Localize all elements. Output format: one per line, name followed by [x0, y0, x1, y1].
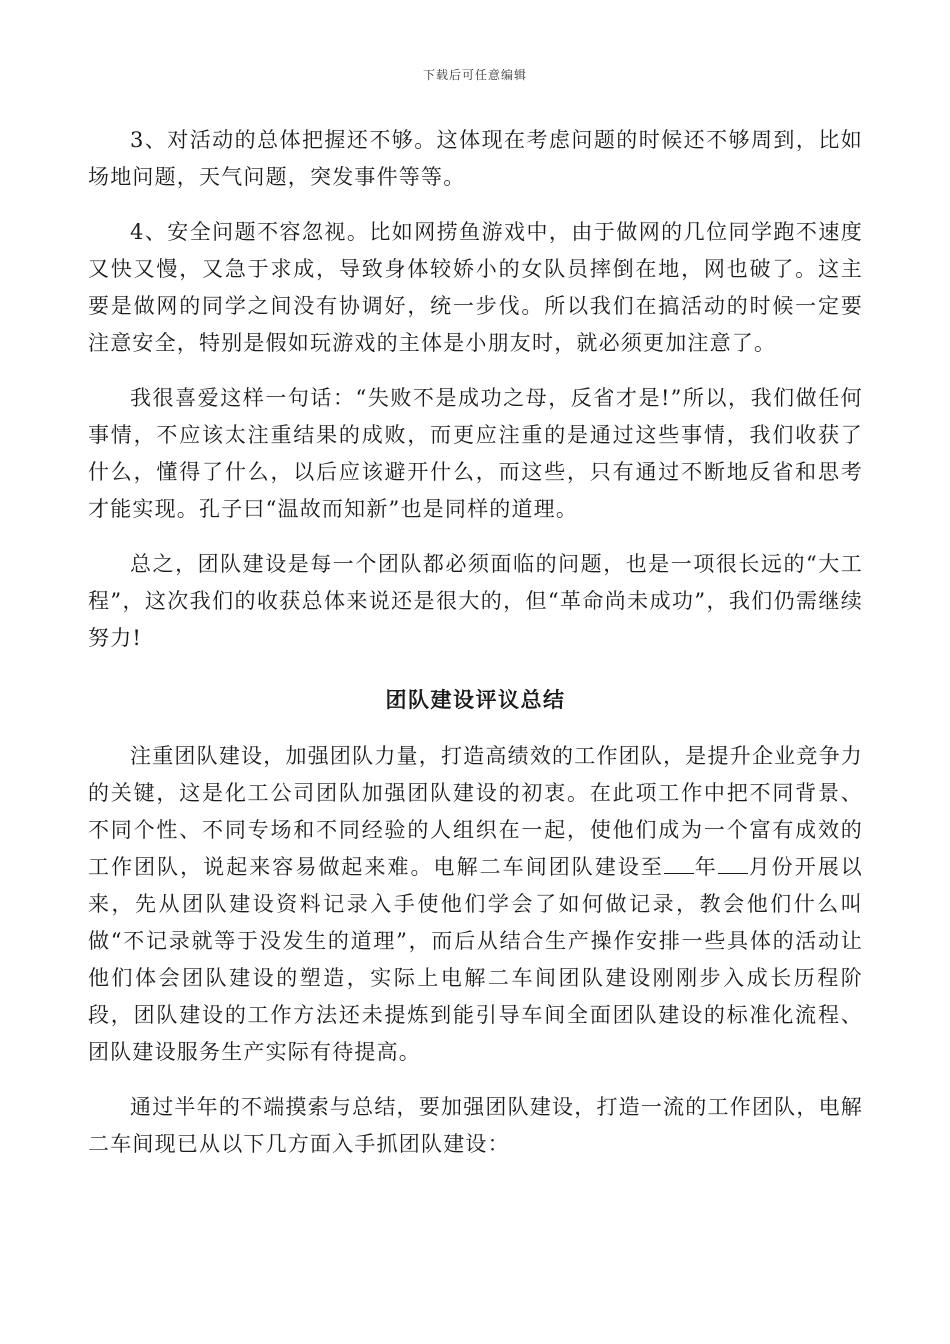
document-body: [88, 122, 863, 1163]
paragraph-half-year-summary: 通过半年的不端摸索与总结，要加强团队建设，打造一流的工作团队，电解二车间现已从以下几方面入手抓团队建设：: [88, 1095, 863, 1156]
paragraph-team-building-year-label: 年: [693, 855, 718, 879]
paragraph-team-building: [88, 738, 863, 1071]
header-note: 下载后可任意编辑: [422, 68, 527, 82]
paragraph-reflection: 我很喜爱这样一句话：“失败不是成功之母，反省才是!”所以，我们做任何事情，不应该太注重结果的成败，而更应注重的是通过这些事情，我们收获了什么，懂得了什么，以后应该避开什么，而这些，只有通过不断地反省和思考才能实现。孔子曰“温故而知新”也是同样的道理。: [88, 386, 863, 521]
paragraph-team-building-part3: 月份开展以来，先从团队建设资料记录入手使他们学会了如何做记录，教会他们什么叫做“不记录就等于没发生的道理”，而后从结合生产操作安排一些具体的活动让他们体会团队建设的塑造，实际上电解二车间团队建设刚刚步入成长历程阶段，团队建设的工作方法还未提炼到能引导车间全面团队建设的标准化流程、团队建设服务生产实际有待提高。: [88, 855, 863, 1064]
paragraph-item-4: 4、安全问题不容忽视。比如网捞鱼游戏中，由于做网的几位同学跑不速度又快又慢，又急于求成，导致身体较娇小的女队员摔倒在地，网也破了。这主要是做网的同学之间没有协调好，统一步伐。所以我们在搞活动的时候一定要注意安全，特别是假如玩游戏的主体是小朋友时，就必须更加注意了。: [88, 220, 863, 355]
paragraph-item-3: 3、对活动的总体把握还不够。这体现在考虑问题的时候还不够周到，比如场地问题，天气问题，突发事件等等。: [88, 128, 863, 189]
section-title: 团队建设评议总结: [385, 687, 566, 712]
paragraph-team-building-part1: 注重团队建设，加强团队力量，打造高绩效的工作团队，是提升企业竞争力的关键，这是化工公司团队加强团队建设的初衷。在此项工作中把不同背景、不同个性、不同专场和不同经验的人组织在一起，使他们成为一个富有成效的工作团队，说起来容易做起来难。电解二车间团队建设至: [88, 744, 863, 879]
paragraph-conclusion: 总之，团队建设是每一个团队都必须面临的问题，也是一项很长远的“大工程”，这次我们的收获总体来说还是很大的，但“革命尚未成功”，我们仍需继续努力!: [88, 552, 863, 650]
blank-line-year: [664, 852, 694, 874]
blank-line-month: [718, 852, 748, 874]
